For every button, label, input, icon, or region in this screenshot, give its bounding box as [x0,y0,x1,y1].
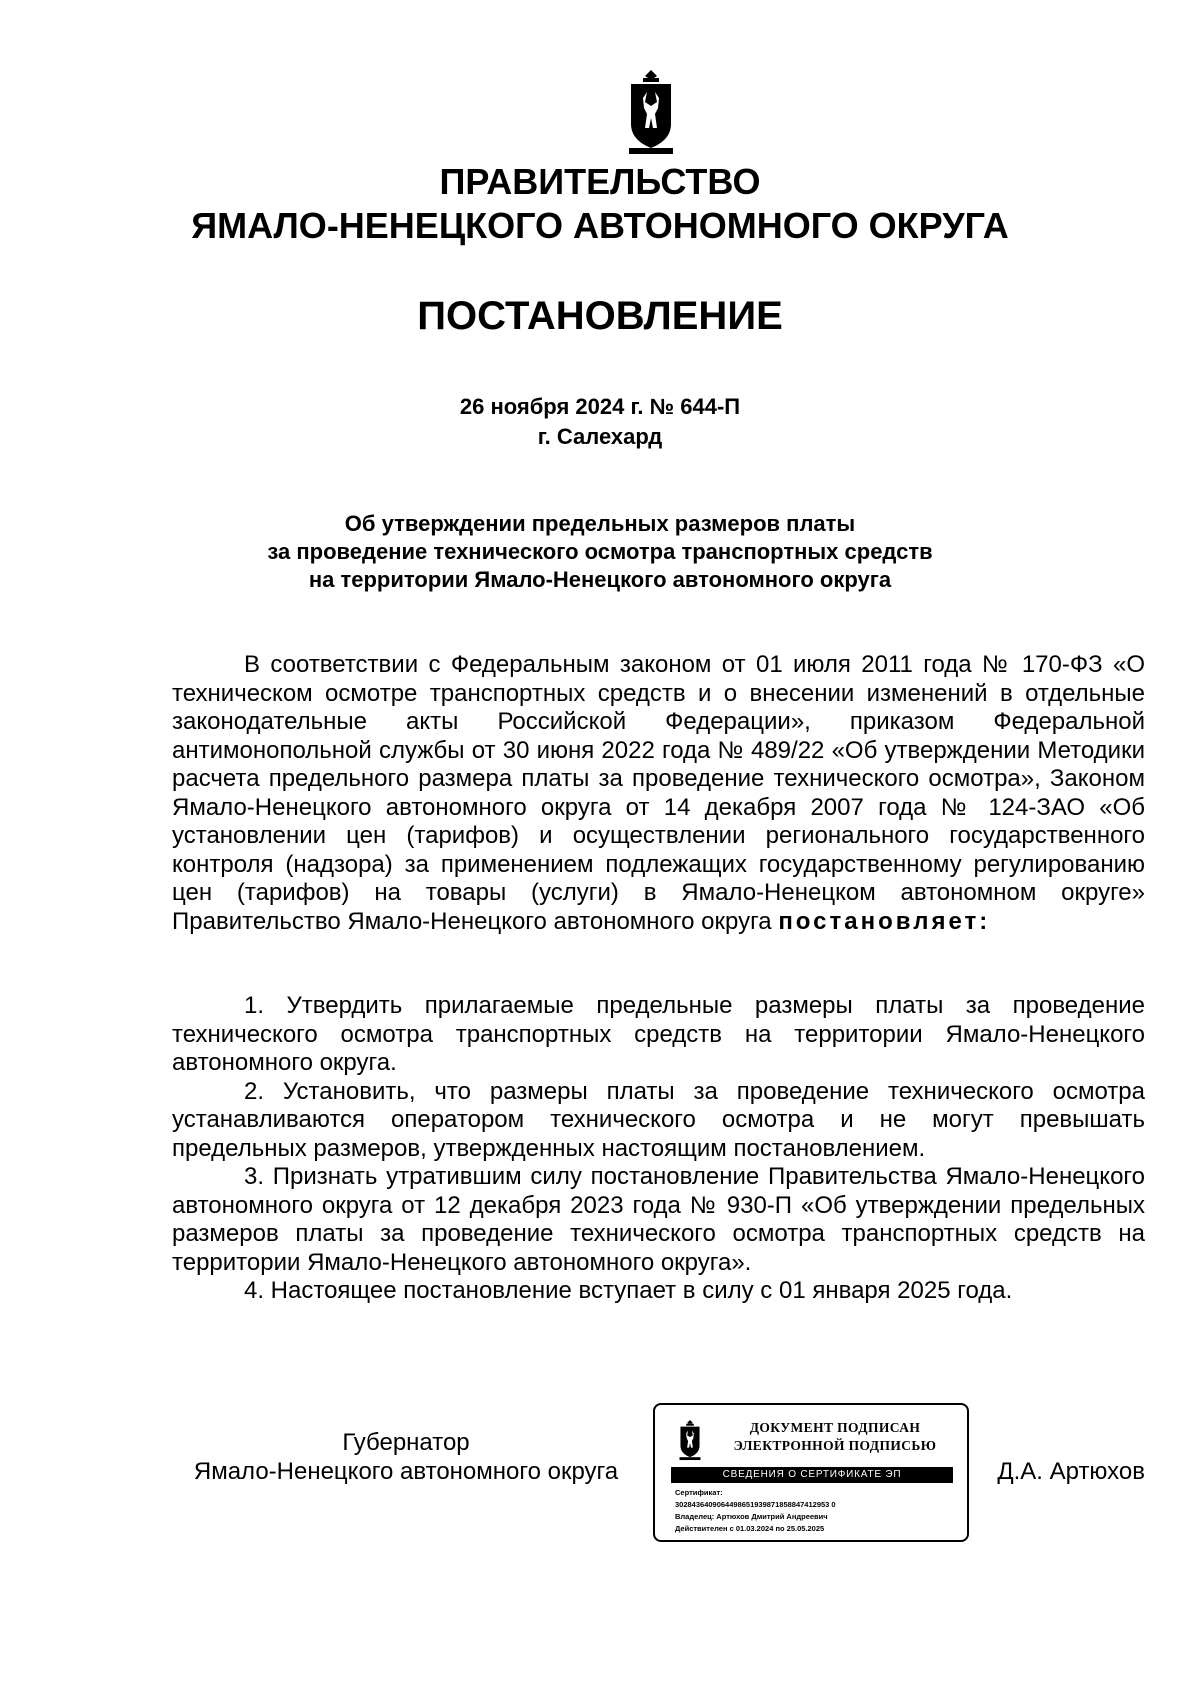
stamp-emblem-icon [677,1419,703,1461]
item-2: 2. Установить, что размеры платы за проведение технического осмотра устанавливаются оператором технического осмотра и не могут превышать предельных размеров, утвержденных настоящим постановлением. [172,1077,1145,1162]
document-subject [0,510,1200,594]
subject-line1: Об утверждении предельных размеров платы [344,511,856,536]
item-3: 3. Признать утратившим силу постановление Правительства Ямало-Ненецкого автономного округа от 12 декабря 2023 года № 930-П «Об утверждении предельных размеров платы за проведение технического осмотра транспортных средств на территории Ямало-Ненецкого автономного округа». [172,1163,1145,1276]
stamp-owner: Владелец: Артюхов Дмитрий Андреевич [675,1512,828,1521]
stamp-valid: Действителен с 01.03.2024 по 25.05.2025 [675,1524,825,1533]
stamp-title [715,1419,955,1455]
preamble-emphasis: постановляет: [778,907,991,935]
stamp-certificate-bar: СВЕДЕНИЯ О СЕРТИФИКАТЕ ЭП [671,1467,953,1483]
preamble [172,651,1145,936]
resolution-items [172,992,1145,1306]
date-number: 26 ноября 2024 г. № 644-П [459,394,741,419]
electronic-signature-stamp [653,1403,969,1542]
preamble-text: В соответствии с Федеральным законом от 01 июля 2011 года № 170-ФЗ «О техническом осмотре транспортных средств и о внесении изменений в отдельные законодательные акты Российской Федерации», приказом Федеральной антимонопольной службы от 30 июня 2022 года № 489/22 «Об утверждении Методики расчета предельного размера платы за проведение технического осмотра», Законом Ямало-Ненецкого автономного округа от 14 декабря 2007 года № 124-ЗАО «Об установлении цен (тарифов) и осуществлении регионального государственного контроля (надзора) за применением подлежащих государственному регулированию цен (тарифов) на товары (услуги) в Ямало-Ненецком автономном округе» Правительство Ямало-Ненецкого автономного округа [172,651,1145,935]
stamp-certificate-info [675,1487,961,1535]
subject-line3: на территории Ямало-Ненецкого автономного округа [308,567,892,592]
title-line1: ПРАВИТЕЛЬСТВО [439,161,761,202]
government-title [0,160,1200,248]
signatory-name: Д.А. Артюхов [997,1458,1145,1485]
stamp-cert-number: 3028436409064498651939871858847412953 0 [675,1500,836,1509]
signatory-position [172,1428,640,1486]
stamp-cert-label: Сертификат: [675,1488,723,1497]
city: г. Салехард [537,424,663,449]
stamp-title-line1: ДОКУМЕНТ ПОДПИСАН [749,1420,921,1435]
document-type: ПОСТАНОВЛЕНИЕ [417,294,783,338]
position-line2: Ямало-Ненецкого автономного округа [193,1458,619,1485]
subject-line2: за проведение технического осмотра транспортных средств [267,539,933,564]
item-4: 4. Настоящее постановление вступает в силу с 01 января 2025 года. [244,1277,1013,1304]
stamp-title-line2: ЭЛЕКТРОННОЙ ПОДПИСЬЮ [733,1438,937,1453]
title-line2: ЯМАЛО-НЕНЕЦКОГО АВТОНОМНОГО ОКРУГА [191,205,1009,246]
coat-of-arms-icon [625,68,677,156]
position-line1: Губернатор [342,1429,470,1456]
item-1: 1. Утвердить прилагаемые предельные размеры платы за проведение технического осмотра транспортных средств на территории Ямало-Ненецкого автономного округа. [172,992,1145,1076]
